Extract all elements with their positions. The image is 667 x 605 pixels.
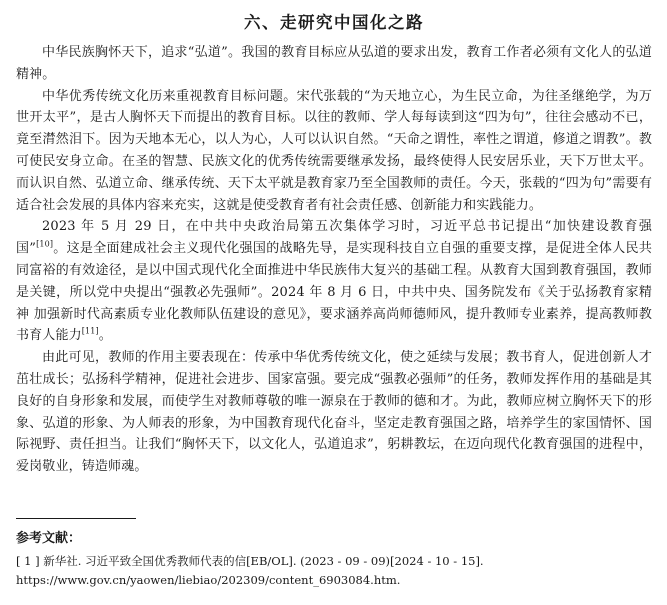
paragraph-4	[16, 347, 652, 478]
paragraph-1-text: 中华民族胸怀天下，追求“弘道”。我国的教育目标应从弘道的要求出发，教育工作者必须有文化人的弘道精神。	[16, 45, 652, 82]
reference-item-1: [ 1 ] 新华社. 习近平致全国优秀教师代表的信[EB/OL]. (2023 - 09 - 09)[2024 - 10 - 15]. https://www.gov.cn/yaowen/liebiao/202309/content_6903084.htm.	[16, 553, 484, 587]
paragraph-3-text: 2023 年 5 月 29 日，在中共中央政治局第五次集体学习时，习近平总书记提出“加快建设教育强国”	[16, 219, 652, 257]
paragraph-1	[16, 42, 652, 86]
paragraph-4-text: 由此可见，教师的作用主要表现在：传承中华优秀传统文化，使之延续与发展；教书育人，促进创新人才茁壮成长；弘扬科学精神，促进社会进步、国家富强。要完成“强教必强师”的任务，教师发挥作用的基础是其良好的自身形象和发展，而使学生对教师尊敬的唯一源泉在于教师的德和才。为此，教师应树立胸怀天下的形象、弘道的形象、为人师表的形象，为中国教育现代化奋斗，坚定走教育强国之路，培养学生的家国情怀、国际视野、责任担当。让我们“胸怀天下，以文化人，弘道追求”，躬耕教坛，在迈向现代化教育强国的进程中，爱岗敬业，铸造师魂。	[16, 350, 652, 475]
citation-11[interactable]: [11]	[81, 327, 99, 337]
citation-10[interactable]: [10]	[36, 239, 54, 249]
footnote-divider	[16, 518, 136, 519]
paragraph-2	[16, 86, 652, 217]
article-page	[16, 0, 652, 590]
paragraph-3	[16, 216, 652, 347]
paragraph-2-text: 中华优秀传统文化历来重视教育目标问题。宋代张载的“为天地立心，为生民立命，为往圣继绝学，为万世开太平”，是古人胸怀天下而提出的教育目标。以往的教师、学人每每读到这“四为句”，往往会感动不已，竟至潸然泪下。因为天地本无心，以人为心，人可以认识自然。“天命之谓性，率性之谓道，修道之谓教”。教可使民安身立命。在圣的智慧、民族文化的优秀传统需要继承发扬，最终使得人民安居乐业，天下万世太平。而认识自然、弘道立命、继承传统、天下太平就是教育家乃至全国教师的责任。今天，张载的“四为句”需要有适合社会发展的具体内容来充实，这就是使受教育者有社会责任感、创新能力和实践能力。	[16, 88, 652, 213]
references-heading: 参考文献：	[16, 530, 82, 546]
section-title: 六、走研究中国化之路	[244, 13, 424, 32]
paragraph-3-text-end: 。	[98, 328, 112, 344]
paragraph-3-text-cont: 。这是全面建成社会主义现代化强国的战略先导，是实现科技自立自强的重要支撑，是促进全体人民共同富裕的有效途径，是以中国式现代化全面推进中华民族伟大复兴的基础工程。从教育大国到教育强国，教师是关键，所以党中央提出“强教必先强师”。2024 年 8 月 6 日，中共中央、国务院发布《关于弘扬教育家精神 加强新时代高素质专业化教师队伍建设的意见》，要求涵养高尚师德师风，提升教师专业素养，提高教师教书育人能力	[16, 241, 652, 344]
